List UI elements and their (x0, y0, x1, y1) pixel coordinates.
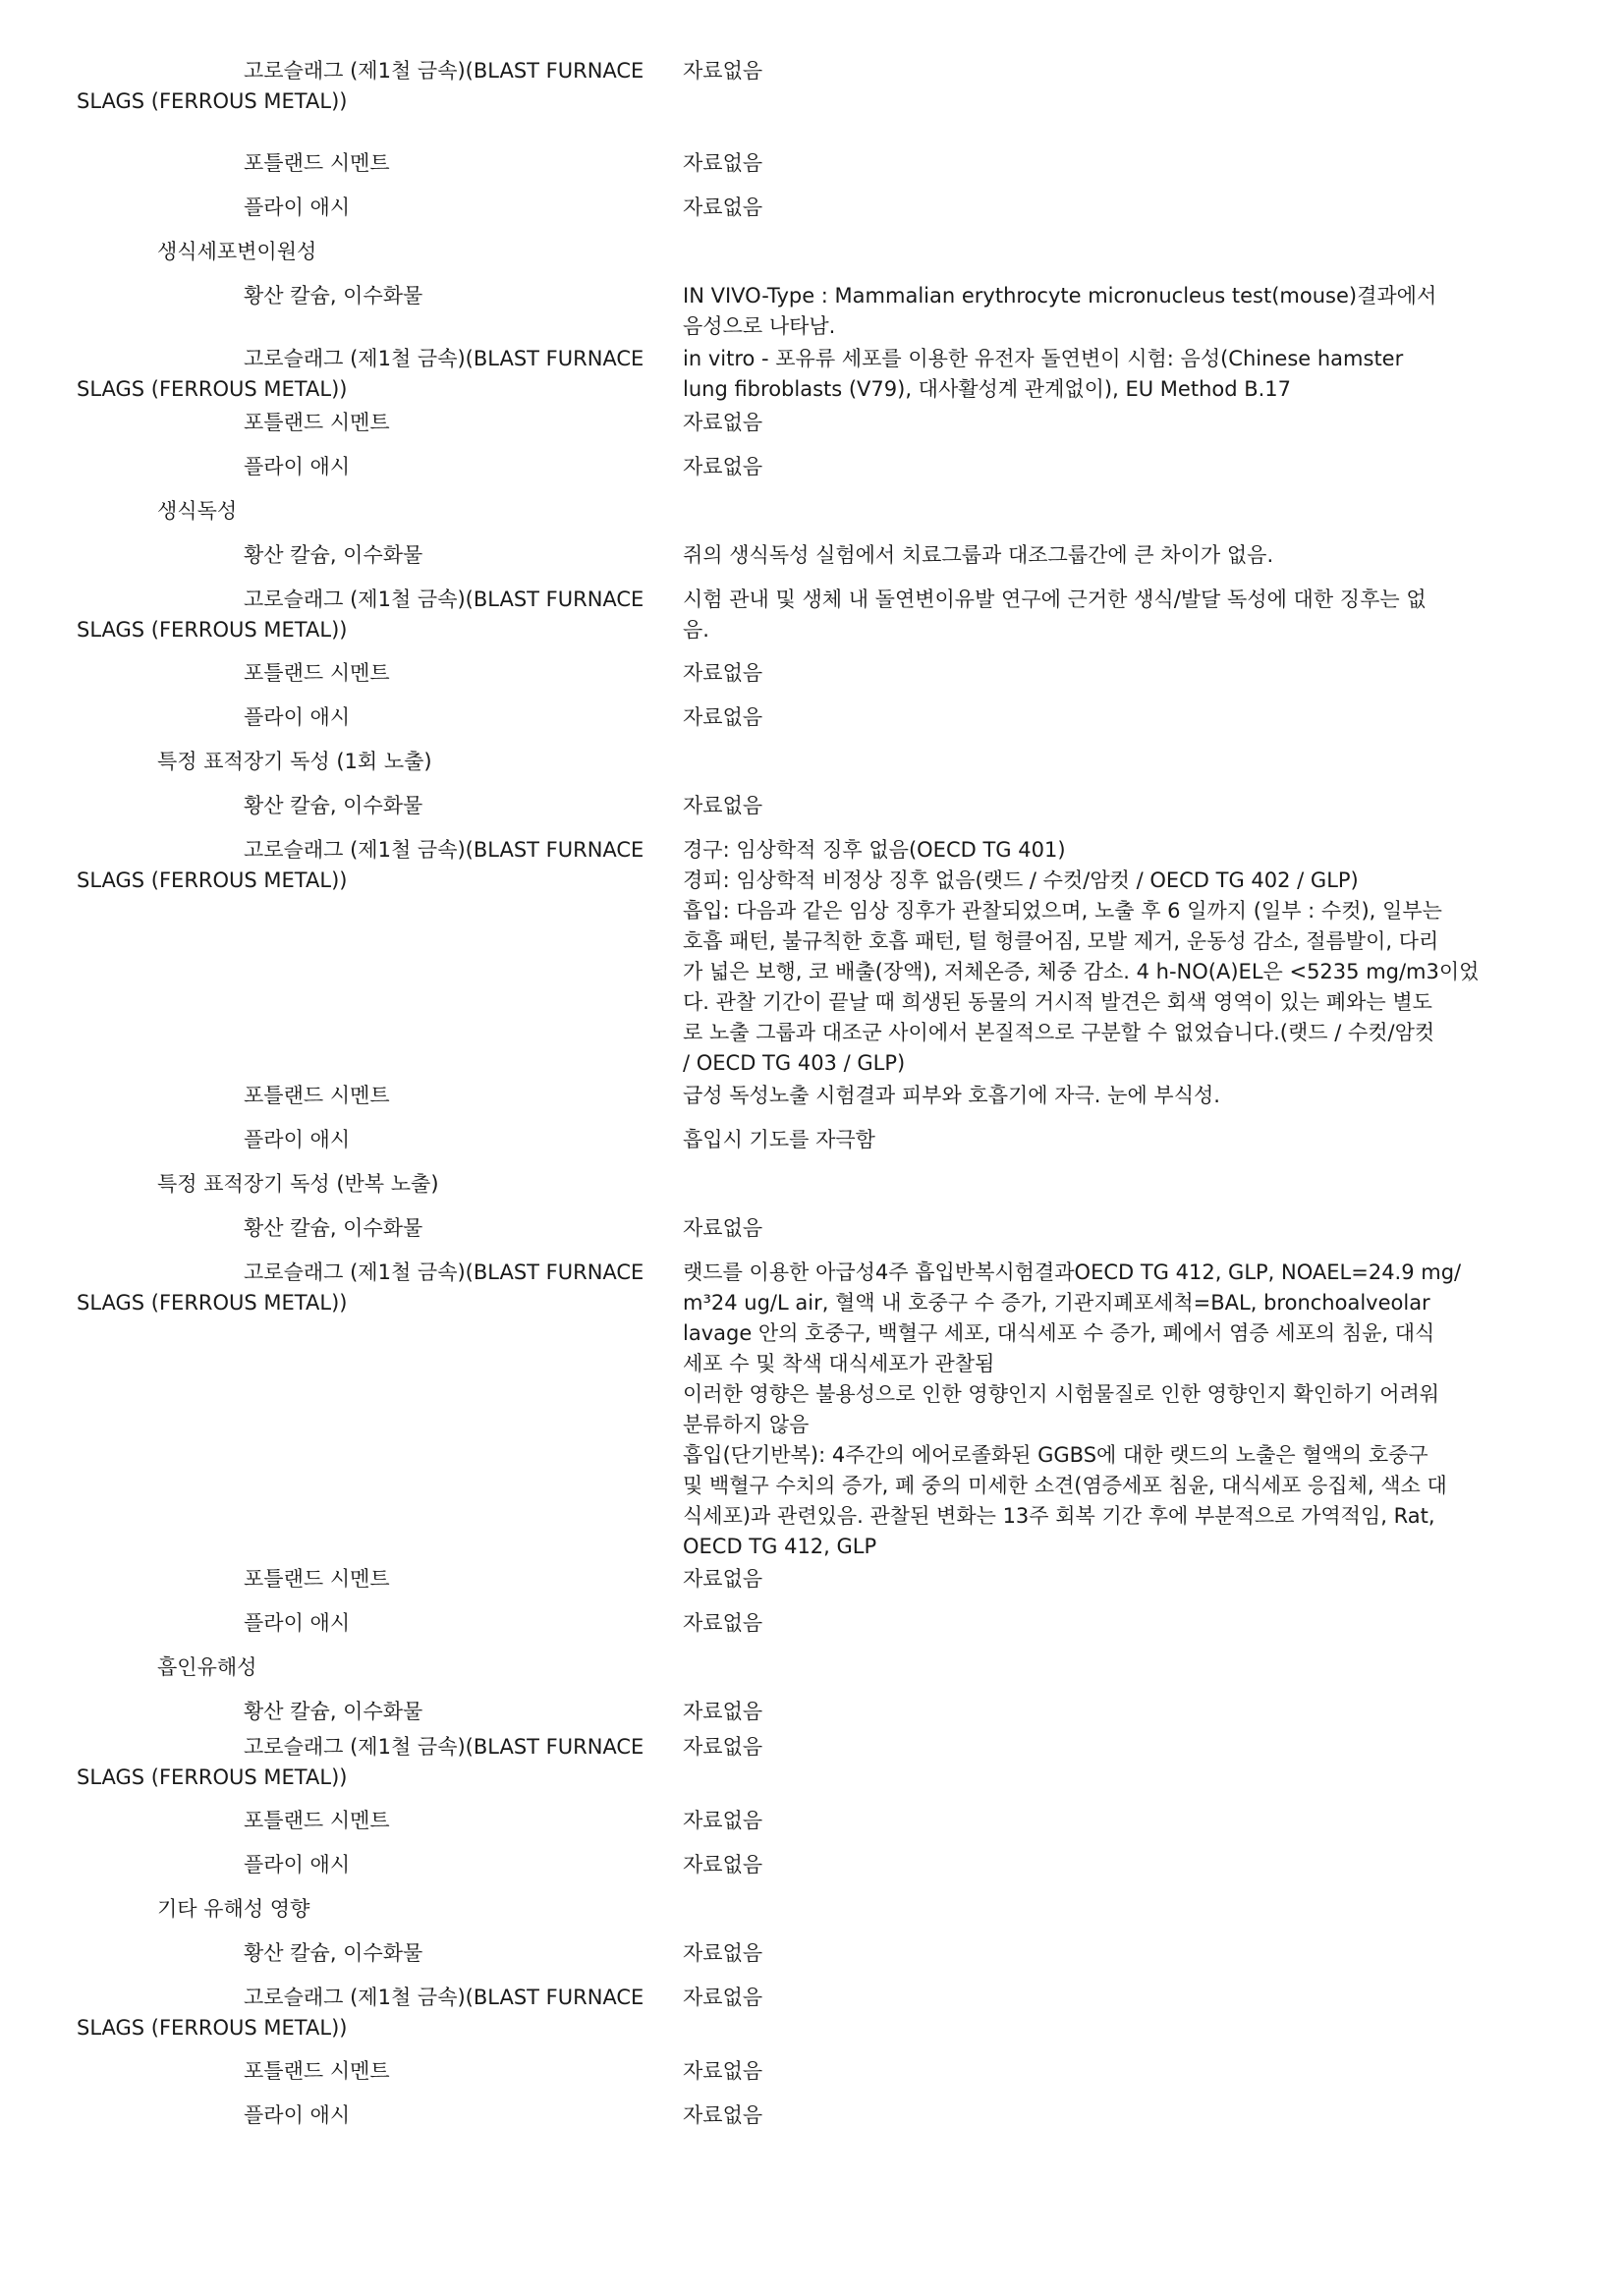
value-text: 쥐의 생식독성 실험에서 치료그룹과 대조그룹간에 큰 차이가 없음. (683, 543, 1274, 567)
substance-gypsum: 황산 칼슘, 이수화물 (244, 794, 423, 817)
value-text: 및 백혈구 수치의 증가, 폐 중의 미세한 소견(염증세포 침윤, 대식세포 응집체, 색소 대 (683, 1474, 1447, 1497)
substance-slag: 고로슬래그 (제1철 금속)(BLAST FURNACE (244, 588, 644, 611)
value-text: 로 노출 그룹과 대조군 사이에서 본질적으로 구분할 수 없었습니다.(랫드 / 수컷/암컷 (683, 1021, 1435, 1044)
substance-gypsum: 황산 칼슘, 이수화물 (244, 1216, 423, 1240)
value-no-data: 자료없음 (683, 59, 763, 83)
value-text: 경피: 임상학적 비정상 징후 없음(랫드 / 수컷/암컷 / OECD TG 402 / GLP) (683, 868, 1359, 892)
value-no-data: 자료없음 (683, 151, 763, 175)
value-no-data: 자료없음 (683, 661, 763, 685)
value-text: 경구: 임상학적 징후 없음(OECD TG 401) (683, 838, 1066, 862)
value-text: / OECD TG 403 / GLP) (683, 1051, 906, 1075)
value-text: 흡입시 기도를 자극함 (683, 1128, 875, 1151)
value-text: 다. 관찰 기간이 끝날 때 희생된 동물의 거시적 발견은 회색 영역이 있는 폐와는 별도 (683, 990, 1432, 1014)
substance-flyash: 플라이 애시 (244, 705, 351, 729)
value-no-data: 자료없음 (683, 1735, 763, 1759)
substance-cement: 포틀랜드 시멘트 (244, 411, 390, 434)
value-text: 흡입(단기반복): 4주간의 에어로졸화된 GGBS에 대한 랫드의 노출은 혈액의 호중구 (683, 1443, 1428, 1467)
substance-slag-cont: SLAGS (FERROUS METAL)) (77, 2016, 348, 2040)
value-no-data: 자료없음 (683, 1700, 763, 1723)
substance-flyash: 플라이 애시 (244, 1611, 351, 1635)
value-text: 분류하지 않음 (683, 1413, 810, 1436)
substance-cement: 포틀랜드 시멘트 (244, 1084, 390, 1107)
substance-slag: 고로슬래그 (제1철 금속)(BLAST FURNACE (244, 1260, 644, 1284)
value-text: 호흡 패턴, 불규칙한 호흡 패턴, 털 헝클어짐, 모발 제거, 운동성 감소, 절름발이, 다리 (683, 929, 1439, 953)
value-text: 이러한 영향은 불용성으로 인한 영향인지 시험물질로 인한 영향인지 확인하기 어려워 (683, 1382, 1440, 1406)
substance-slag-cont: SLAGS (FERROUS METAL)) (77, 89, 348, 113)
value-no-data: 자료없음 (683, 1809, 763, 1832)
section-heading-aspiration: 흡인유해성 (157, 1655, 257, 1679)
substance-cement: 포틀랜드 시멘트 (244, 661, 390, 685)
value-text: OECD TG 412, GLP (683, 1535, 877, 1558)
section-heading-other: 기타 유해성 영향 (157, 1897, 310, 1921)
value-no-data: 자료없음 (683, 455, 763, 478)
value-text: IN VIVO-Type : Mammalian erythrocyte micronucleus test(mouse)결과에서 (683, 284, 1437, 308)
value-text: 음. (683, 618, 709, 642)
value-no-data: 자료없음 (683, 2059, 763, 2083)
value-no-data: 자료없음 (683, 1986, 763, 2009)
value-no-data: 자료없음 (683, 1853, 763, 1876)
value-text: 가 넓은 보행, 코 배출(장액), 저체온증, 체중 감소. 4 h-NO(A)EL은 <5235 mg/m3이었 (683, 960, 1480, 983)
substance-slag-cont: SLAGS (FERROUS METAL)) (77, 1765, 348, 1789)
substance-gypsum: 황산 칼슘, 이수화물 (244, 543, 423, 567)
value-text: 식세포)과 관련있음. 관찰된 변화는 13주 회복 기간 후에 부분적으로 가역적임, Rat, (683, 1504, 1435, 1528)
value-no-data: 자료없음 (683, 1567, 763, 1591)
substance-slag: 고로슬래그 (제1철 금속)(BLAST FURNACE (244, 1986, 644, 2009)
substance-cement: 포틀랜드 시멘트 (244, 2059, 390, 2083)
section-heading-repro: 생식독성 (157, 499, 238, 523)
substance-cement: 포틀랜드 시멘트 (244, 151, 390, 175)
value-text: in vitro - 포유류 세포를 이용한 유전자 돌연변이 시험: 음성(Chinese hamster (683, 347, 1404, 370)
substance-slag-cont: SLAGS (FERROUS METAL)) (77, 377, 348, 401)
value-no-data: 자료없음 (683, 1611, 763, 1635)
substance-flyash: 플라이 애시 (244, 1853, 351, 1876)
value-text: 급성 독성노출 시험결과 피부와 호흡기에 자극. 눈에 부식성. (683, 1084, 1220, 1107)
value-no-data: 자료없음 (683, 794, 763, 817)
substance-slag: 고로슬래그 (제1철 금속)(BLAST FURNACE (244, 59, 644, 83)
substance-flyash: 플라이 애시 (244, 455, 351, 478)
value-no-data: 자료없음 (683, 196, 763, 219)
substance-gypsum: 황산 칼슘, 이수화물 (244, 1941, 423, 1965)
substance-flyash: 플라이 애시 (244, 2103, 351, 2127)
value-text: 시험 관내 및 생체 내 돌연변이유발 연구에 근거한 생식/발달 독성에 대한 징후는 없 (683, 588, 1427, 611)
substance-slag-cont: SLAGS (FERROUS METAL)) (77, 1291, 348, 1315)
substance-slag: 고로슬래그 (제1철 금속)(BLAST FURNACE (244, 347, 644, 370)
substance-slag: 고로슬래그 (제1철 금속)(BLAST FURNACE (244, 838, 644, 862)
value-no-data: 자료없음 (683, 1216, 763, 1240)
value-no-data: 자료없음 (683, 1941, 763, 1965)
section-heading-germ-cell: 생식세포변이원성 (157, 240, 317, 263)
value-text: 세포 수 및 착색 대식세포가 관찰됨 (683, 1352, 995, 1375)
value-text: m³24 ug/L air, 혈액 내 호중구 수 증가, 기관지폐포세척=BAL, bronchoalveolar (683, 1291, 1430, 1315)
substance-slag-cont: SLAGS (FERROUS METAL)) (77, 868, 348, 892)
value-no-data: 자료없음 (683, 705, 763, 729)
substance-flyash: 플라이 애시 (244, 196, 351, 219)
section-heading-stot-repeat: 특정 표적장기 독성 (반복 노출) (157, 1172, 439, 1196)
substance-flyash: 플라이 애시 (244, 1128, 351, 1151)
substance-slag-cont: SLAGS (FERROUS METAL)) (77, 618, 348, 642)
substance-gypsum: 황산 칼슘, 이수화물 (244, 284, 423, 308)
substance-cement: 포틀랜드 시멘트 (244, 1567, 390, 1591)
substance-cement: 포틀랜드 시멘트 (244, 1809, 390, 1832)
substance-gypsum: 황산 칼슘, 이수화물 (244, 1700, 423, 1723)
value-text: 랫드를 이용한 아급성4주 흡입반복시험결과OECD TG 412, GLP, NOAEL=24.9 mg/ (683, 1260, 1462, 1284)
value-text: lung fibroblasts (V79), 대사활성계 관계없이), EU Method B.17 (683, 377, 1292, 401)
value-no-data: 자료없음 (683, 411, 763, 434)
value-no-data: 자료없음 (683, 2103, 763, 2127)
value-text: 음성으로 나타남. (683, 314, 836, 338)
substance-slag: 고로슬래그 (제1철 금속)(BLAST FURNACE (244, 1735, 644, 1759)
value-text: lavage 안의 호중구, 백혈구 세포, 대식세포 수 증가, 폐에서 염증 세포의 침윤, 대식 (683, 1321, 1435, 1345)
section-heading-stot-single: 특정 표적장기 독성 (1회 노출) (157, 750, 432, 773)
value-text: 흡입: 다음과 같은 임상 징후가 관찰되었으며, 노출 후 6 일까지 (일부 : 수컷), 일부는 (683, 899, 1442, 923)
